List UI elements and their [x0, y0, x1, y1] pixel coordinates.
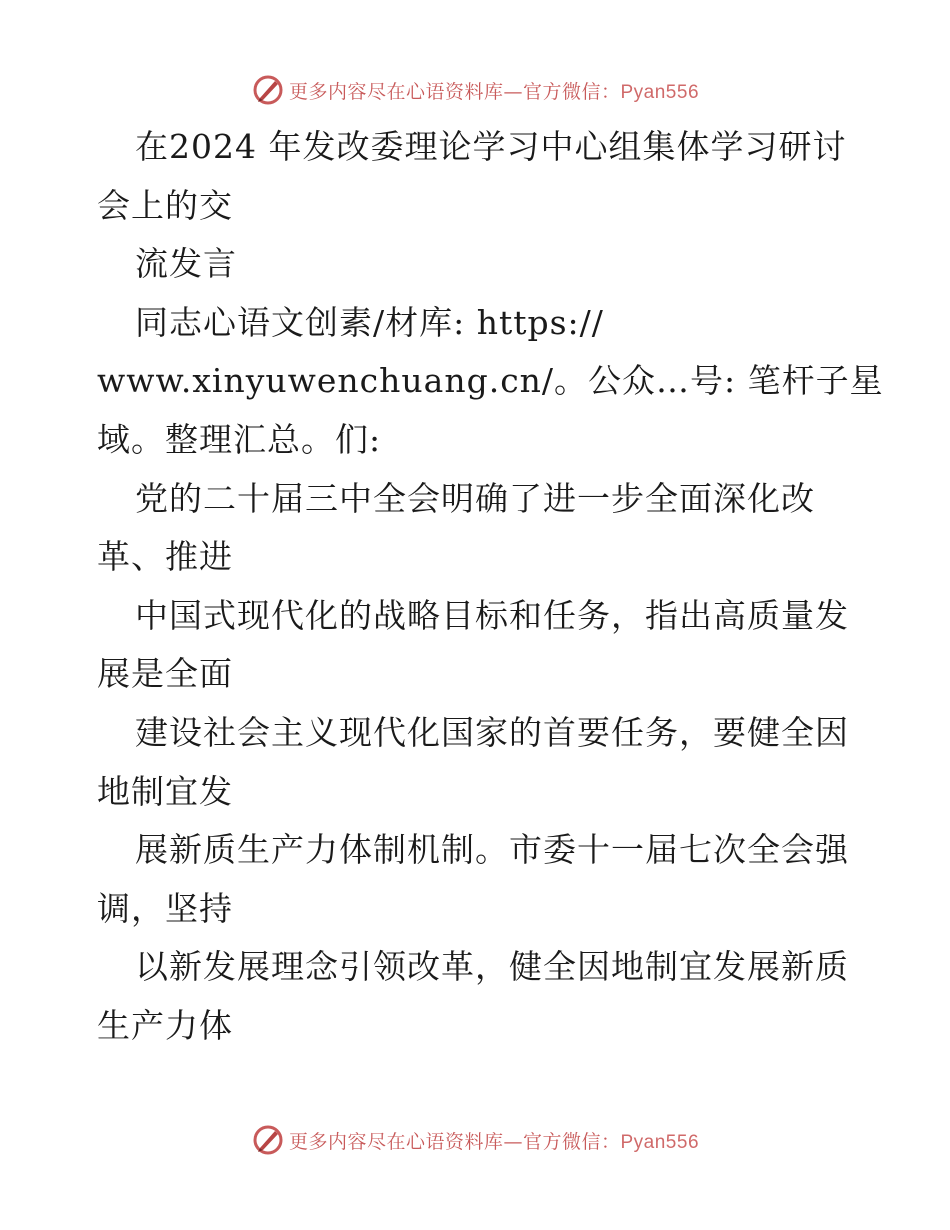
text-line: 展是全面 — [97, 654, 233, 694]
text-line: 生产力体 — [97, 1005, 233, 1045]
text-line: www.xinyuwenchuang.cn/。公众…号: 笔杆子星 — [97, 361, 884, 401]
text-line: 调，坚持 — [97, 888, 233, 928]
document-body — [97, 118, 884, 1056]
text-line: 域。整理汇总。们: — [97, 419, 382, 459]
watermark-text: 更多内容尽在心语资料库—官方微信：Pyan556 — [288, 1130, 700, 1153]
text-line: 中国式现代化的战略目标和任务，指出高质量发 — [135, 595, 849, 635]
text-line: 展新质生产力体制机制。市委十一届七次全会强 — [135, 830, 849, 870]
footer-watermark — [0, 1120, 950, 1160]
watermark-text: 更多内容尽在心语资料库—官方微信：Pyan556 — [288, 80, 700, 103]
text-line: 建设社会主义现代化国家的首要任务，要健全因 — [135, 712, 849, 752]
text-line: 党的二十届三中全会明确了进一步全面深化改 — [135, 478, 815, 518]
text-line: 地制宜发 — [97, 771, 233, 811]
text-line: 流发言 — [135, 244, 237, 284]
text-line: 在2024 年发改委理论学习中心组集体学习研讨 — [135, 127, 847, 166]
text-line: 同志心语文创素/材库: https:// — [135, 302, 604, 342]
header-watermark — [0, 70, 950, 110]
text-line: 会上的交 — [97, 185, 233, 225]
pen-circle-logo-icon — [251, 73, 285, 107]
pen-circle-logo-icon — [251, 1123, 285, 1157]
text-line: 革、推进 — [97, 537, 233, 577]
text-line: 以新发展理念引领改革，健全因地制宜发展新质 — [135, 947, 849, 987]
